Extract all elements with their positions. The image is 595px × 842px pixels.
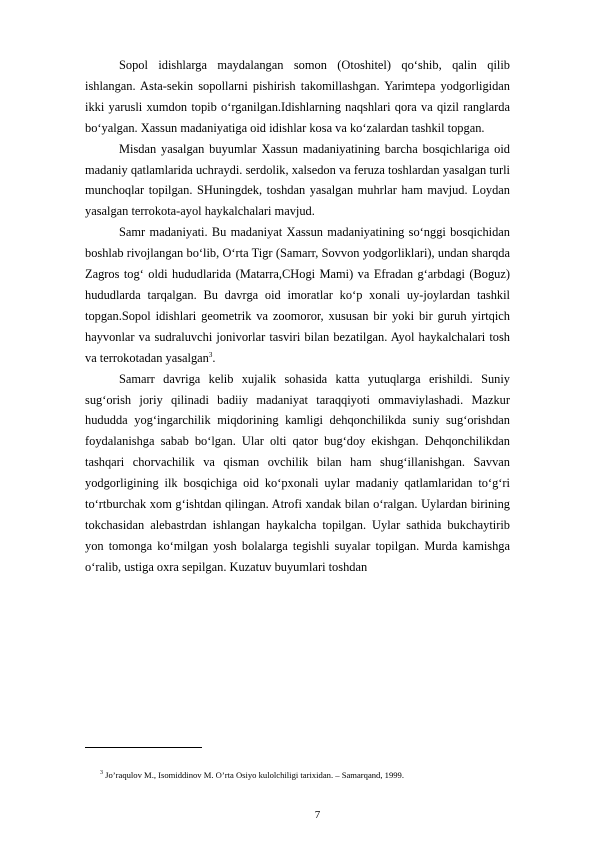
- paragraph-1: Sopol idishlarga maydalangan somon (Otoshitel) qo‘shib, qalin qilib ishlangan. Asta-sekin sopollarni pishirish takomillashgan. Yarimtepa yodgorligidan ikki yarusli xumdon topib o‘rganilgan.Idishlarning naqshlari qora va qizil ranglarda bo‘yalgan. Xassun madaniyatiga oid idishlar kosa va ko‘zalardan tashkil topgan.: [85, 58, 510, 135]
- paragraph-3: [85, 222, 510, 368]
- paragraph-3-text: Samr madaniyati. Bu madaniyat Xassun madaniyatining so‘nggi bosqichidan boshlab rivojlangan bo‘lib, O‘rta Tigr (Samarr, Sovvon yodgorliklari), undan sharqda Zagros tog‘ oldi hududlarida (Matarra,CHogi Mami) va Efradan g‘arbdagi (Boguz) hududlarda tarqalgan. Bu davrga oid imoratlar ko‘p xonali uy-joylardan tashkil topgan.Sopol idishlari geometrik va zoomoror, xususan bir yoki bir guruh yirtqich hayvonlar va sudraluvchi jonivorlar tasviri bilan bezatilgan. Ayol haykalchalari tosh va terrokotadan yasalgan: [85, 225, 510, 365]
- footnote: [100, 770, 530, 781]
- body-text: [85, 55, 510, 578]
- paragraph-4: Samarr davriga kelib xujalik sohasida katta yutuqlarga erishildi. Suniy sug‘orish joriy qilinadi badiiy madaniyat taraqqiyoti ommaviylashadi. Mazkur hududda yog‘ingarchilik miqdorining kamligi dehqonchilikda suniy sug‘orishdan foydalanishga sabab bo‘lgan. Ular olti qator bug‘doy ekishgan. Dehqonchilikdan tashqari chorvachilik va qisman ovchilik bilan ham shug‘illanishgan. Savvan yodgorligining ilk bosqichiga oid ko‘pxonali uylar madaniy qatlamlaridan to‘g‘ri to‘rtburchak xom g‘ishtdan qilingan. Atrofi xandak bilan o‘ralgan. Uylardan birining tokchasidan alebastrdan ishlangan haykalcha topilgan. Uylar sathida bukchaytirib yon tomonga ko‘milgan yosh bolalarga tegishli suyalar topilgan. Murda kamishga o‘ralib, ustiga oxra sepilgan. Kuzatuv buyumlari toshdan: [85, 371, 510, 574]
- footnote-text: Jo’raqulov M., Isomiddinov M. O’rta Osiyo kulolchiligi tarixidan. – Samarqand, 1999.: [103, 770, 404, 780]
- paragraph-2: Misdan yasalgan buyumlar Xassun madaniyatining barcha bosqichlariga oid madaniy qatlamlarida uchraydi. serdolik, xalsedon va feruza toshlardan yasalgan turli munchoqlar topilgan. SHuningdek, toshdan yasalgan muhrlar ham mavjud. Loydan yasalgan terrokota-ayol haykalchalari mavjud.: [85, 141, 510, 219]
- page-number: 7: [314, 809, 321, 821]
- footnote-marker: 3: [100, 770, 103, 777]
- paragraph-3-end: .: [212, 350, 216, 365]
- footnote-separator: [85, 747, 202, 748]
- footnote-reference[interactable]: 3: [208, 350, 213, 359]
